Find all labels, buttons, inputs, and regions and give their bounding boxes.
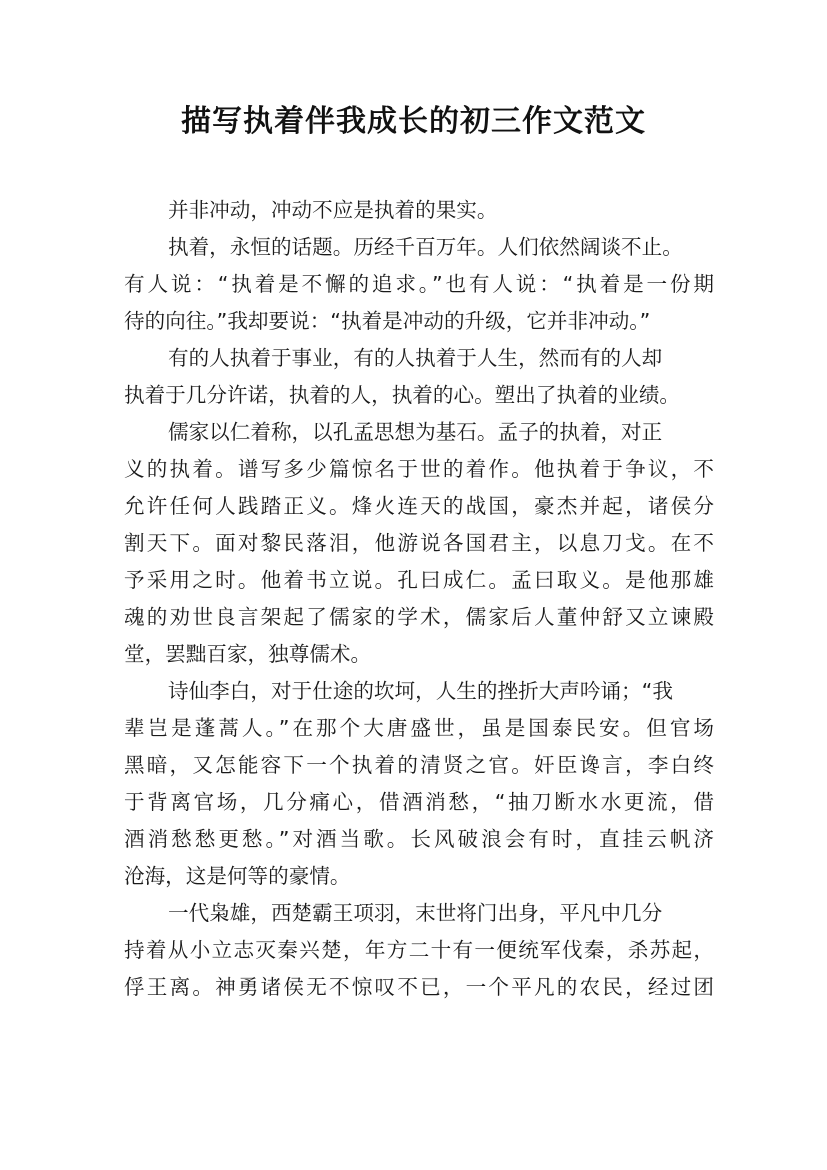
text-line: 辈岂是蓬蒿人。”在那个大唐盛世，虽是国泰民安。但官场 xyxy=(124,716,714,740)
text-line: 堂，罢黜百家，独尊儒术。 xyxy=(124,642,372,666)
text-line: 执着于几分许诺，执着的人，执着的心。塑出了执着的业绩。 xyxy=(124,383,681,407)
text-line: 沧海，这是何等的豪情。 xyxy=(124,864,351,888)
text-line: 诗仙李白，对于仕途的坎坷，人生的挫折大声吟诵；“我 xyxy=(168,679,673,703)
text-line: 允许任何人践踏正义。烽火连天的战国，豪杰并起，诸侯分 xyxy=(124,494,714,518)
text-line: 儒家以仁着称，以孔孟思想为基石。孟子的执着，对正 xyxy=(168,420,663,444)
text-line: 黑暗，又怎能容下一个执着的清贤之官。奸臣谗言，李白终 xyxy=(124,753,714,777)
text-line: 魂的劝世良言架起了儒家的学术，儒家后人董仲舒又立谏殿 xyxy=(124,605,714,629)
document-body xyxy=(124,192,714,1006)
text-line: 并非冲动，冲动不应是执着的果实。 xyxy=(168,198,498,222)
text-line: 割天下。面对黎民落泪，他游说各国君主，以息刀戈。在不 xyxy=(124,531,714,555)
text-line: 俘王离。神勇诸侯无不惊叹不已，一个平凡的农民，经过团 xyxy=(124,975,714,999)
text-line: 持着从小立志灭秦兴楚，年方二十有一便统军伐秦，杀苏起， xyxy=(124,938,714,962)
document-title: 描写执着伴我成长的初三作文范文 xyxy=(181,104,646,139)
text-line: 予采用之时。他着书立说。孔曰成仁。孟曰取义。是他那雄 xyxy=(124,568,714,592)
text-line: 执着，永恒的话题。历经千百万年。人们依然阔谈不止。 xyxy=(168,235,683,259)
text-line: 于背离官场，几分痛心，借酒消愁，“抽刀断水水更流，借 xyxy=(124,790,714,814)
text-line: 有的人执着于事业，有的人执着于人生，然而有的人却 xyxy=(168,346,663,370)
text-line: 义的执着。谱写多少篇惊名于世的着作。他执着于争议，不 xyxy=(124,457,714,481)
text-line: 一代枭雄，西楚霸王项羽，末世将门出身，平凡中几分 xyxy=(168,901,663,925)
text-line: 有人说：“执着是不懈的追求。”也有人说：“执着是一份期 xyxy=(124,272,714,296)
text-line: 酒消愁愁更愁。”对酒当歌。长风破浪会有时，直挂云帆济 xyxy=(124,827,714,851)
text-line: 待的向往。”我却要说：“执着是冲动的升级，它并非冲动。” xyxy=(124,309,651,333)
